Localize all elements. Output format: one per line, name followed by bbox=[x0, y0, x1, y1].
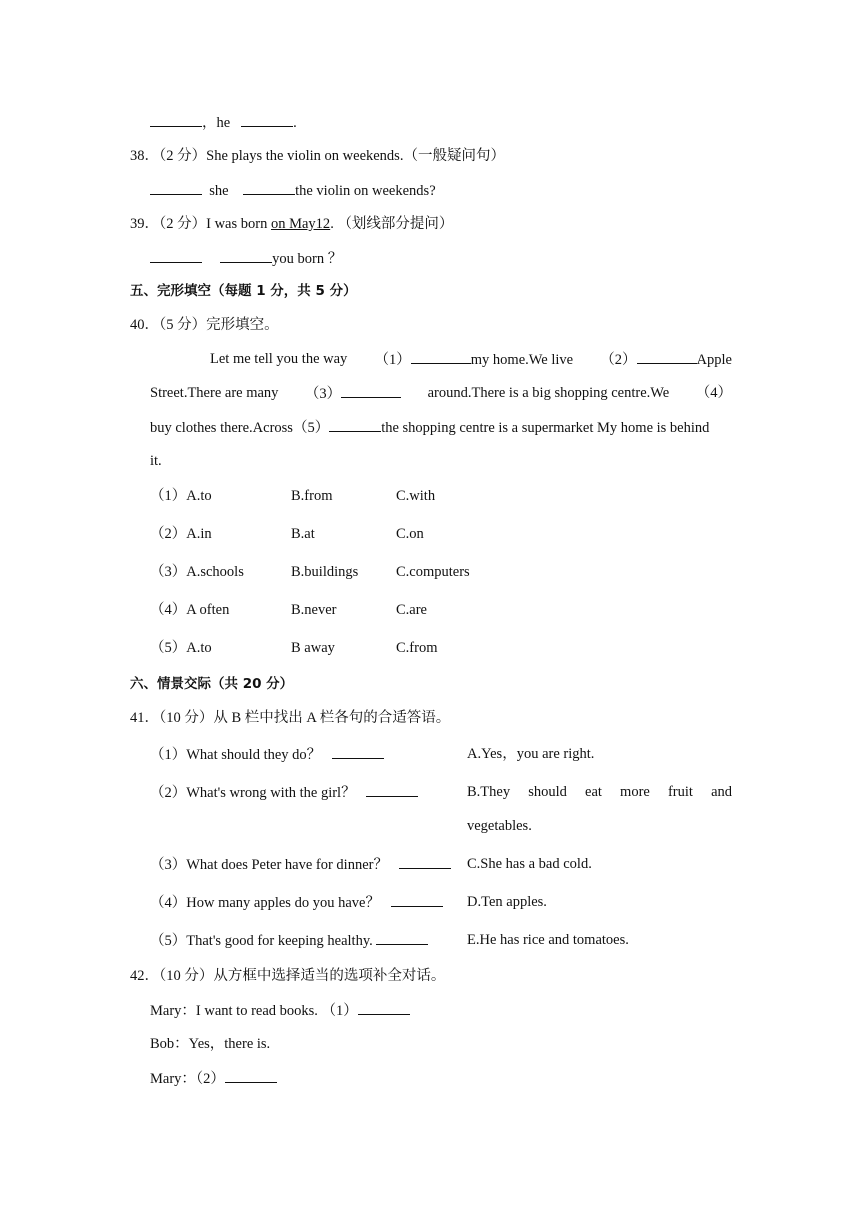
word: fruit bbox=[667, 784, 693, 800]
option-c[interactable]: C.on bbox=[396, 526, 424, 542]
option-b[interactable]: B.from bbox=[291, 488, 333, 504]
answer-blank[interactable] bbox=[225, 1068, 277, 1083]
answer-blank[interactable] bbox=[399, 854, 451, 869]
q40-passage-line-2 bbox=[150, 383, 732, 404]
answer-blank[interactable] bbox=[366, 782, 418, 797]
passage-text: my home.We live bbox=[470, 352, 574, 368]
option-c[interactable]: C.from bbox=[396, 640, 438, 656]
passage-text: the shopping centre is a supermarket My home is behind bbox=[381, 420, 710, 436]
question-text: （2 分）She plays the violin on weekends.（一般疑问句） bbox=[159, 148, 505, 164]
q37-end: . bbox=[293, 115, 297, 131]
column-a-item: （3）What does Peter have for dinner？ bbox=[150, 857, 388, 873]
column-a-item: （2）What's wrong with the girl？ bbox=[150, 785, 356, 801]
q40-passage-line-1 bbox=[210, 349, 732, 370]
option-a[interactable]: （3）A.schools bbox=[150, 564, 244, 580]
column-b-item-cont: vegetables. bbox=[467, 818, 532, 834]
question-number: 38． bbox=[130, 148, 159, 164]
passage-text: Let me tell you the way bbox=[210, 351, 348, 367]
q41-question bbox=[130, 708, 450, 728]
option-b[interactable]: B.buildings bbox=[291, 564, 359, 580]
q40-question bbox=[130, 315, 279, 335]
answer-blank[interactable] bbox=[411, 349, 471, 364]
q42-question bbox=[130, 966, 445, 986]
dialogue-line bbox=[150, 1068, 277, 1089]
option-b[interactable]: B away bbox=[291, 640, 335, 656]
option-row bbox=[150, 486, 212, 506]
passage-text: around.There is a big shopping centre.We bbox=[427, 385, 670, 401]
match-row-a bbox=[150, 854, 451, 875]
match-row-a bbox=[150, 782, 418, 803]
blank-number: （3） bbox=[304, 386, 342, 402]
q40-passage-line-4: it. bbox=[150, 453, 162, 469]
q39-answer-line bbox=[150, 248, 342, 269]
answer-blank[interactable] bbox=[332, 744, 384, 759]
option-a[interactable]: （2）A.in bbox=[150, 526, 212, 542]
question-number: 40． bbox=[130, 317, 159, 333]
match-row-a bbox=[150, 930, 428, 951]
section-heading-5: 五、完形填空（每题 1 分，共 5 分） bbox=[130, 283, 357, 299]
match-row-a bbox=[150, 892, 443, 913]
column-b-item: E.He has rice and tomatoes. bbox=[467, 932, 629, 948]
blank-number: （1） bbox=[374, 352, 411, 368]
q37-sep: ，he bbox=[202, 115, 231, 131]
question-text: （10 分）从方框中选择适当的选项补全对话。 bbox=[159, 968, 446, 984]
dialogue-line: Bob：Yes，there is. bbox=[150, 1036, 271, 1052]
passage-text: Street.There are many bbox=[150, 385, 279, 401]
option-c[interactable]: C.are bbox=[396, 602, 427, 618]
option-c[interactable]: C.with bbox=[396, 488, 436, 504]
dialogue-text: Mary：I want to read books. （1） bbox=[150, 1003, 358, 1019]
column-b-item: D.Ten apples. bbox=[467, 894, 547, 910]
dialogue-line bbox=[150, 1000, 410, 1021]
question-number: 42． bbox=[130, 968, 159, 984]
option-b[interactable]: B.at bbox=[291, 526, 315, 542]
option-a[interactable]: （4）A often bbox=[150, 602, 230, 618]
answer-blank[interactable] bbox=[329, 417, 381, 432]
question-text: （5 分）完形填空。 bbox=[159, 317, 279, 333]
word: should bbox=[528, 784, 567, 800]
q37-answer-line bbox=[150, 112, 297, 133]
column-a-item: （4）How many apples do you have？ bbox=[150, 895, 380, 911]
answer-blank[interactable] bbox=[637, 349, 697, 364]
column-a-item: （5）That's good for keeping healthy. bbox=[150, 933, 373, 949]
q38-answer-line bbox=[150, 180, 436, 201]
option-a[interactable]: （5）A.to bbox=[150, 640, 212, 656]
column-b-item bbox=[467, 782, 732, 802]
column-b-item: A.Yes，you are right. bbox=[467, 746, 595, 762]
word: eat bbox=[585, 784, 602, 800]
match-row-a bbox=[150, 744, 384, 765]
q39-question bbox=[130, 214, 453, 234]
option-a[interactable]: （1）A.to bbox=[150, 488, 212, 504]
answer-blank[interactable] bbox=[341, 383, 401, 398]
blank-number: （2） bbox=[600, 352, 637, 368]
answer-blank[interactable] bbox=[241, 112, 293, 127]
question-text: （2 分）I was born bbox=[159, 216, 271, 232]
underlined-phrase: on May12 bbox=[270, 216, 331, 232]
passage-text: Apple bbox=[696, 352, 732, 368]
q38-question bbox=[130, 146, 505, 166]
answer-rest: you born ？ bbox=[272, 251, 343, 267]
option-b[interactable]: B.never bbox=[291, 602, 337, 618]
word: B.They bbox=[467, 784, 511, 800]
answer-blank[interactable] bbox=[358, 1000, 410, 1015]
section-heading-6: 六、情景交际（共 20 分） bbox=[130, 676, 294, 692]
passage-text: buy clothes there.Across（5） bbox=[150, 420, 330, 436]
answer-blank[interactable] bbox=[150, 112, 202, 127]
question-text: （10 分）从 B 栏中找出 A 栏各句的合适答语。 bbox=[159, 710, 451, 726]
answer-word: she bbox=[209, 183, 229, 199]
answer-blank[interactable] bbox=[391, 892, 443, 907]
answer-blank[interactable] bbox=[150, 180, 202, 195]
answer-rest: the violin on weekends? bbox=[295, 183, 436, 199]
dialogue-text: Mary：（2） bbox=[150, 1071, 225, 1087]
question-text-tail: . （划线部分提问） bbox=[330, 216, 454, 232]
column-b-item: C.She has a bad cold. bbox=[467, 856, 592, 872]
answer-blank[interactable] bbox=[220, 248, 272, 263]
q40-passage-line-3 bbox=[150, 417, 709, 438]
word: more bbox=[620, 784, 650, 800]
question-number: 39． bbox=[130, 216, 159, 232]
blank-number: （4） bbox=[695, 385, 732, 401]
column-a-item: （1）What should they do？ bbox=[150, 747, 322, 763]
answer-blank[interactable] bbox=[376, 930, 428, 945]
word: and bbox=[711, 784, 732, 800]
question-number: 41． bbox=[130, 710, 159, 726]
answer-blank[interactable] bbox=[150, 248, 202, 263]
answer-blank[interactable] bbox=[243, 180, 295, 195]
option-c[interactable]: C.computers bbox=[396, 564, 470, 580]
